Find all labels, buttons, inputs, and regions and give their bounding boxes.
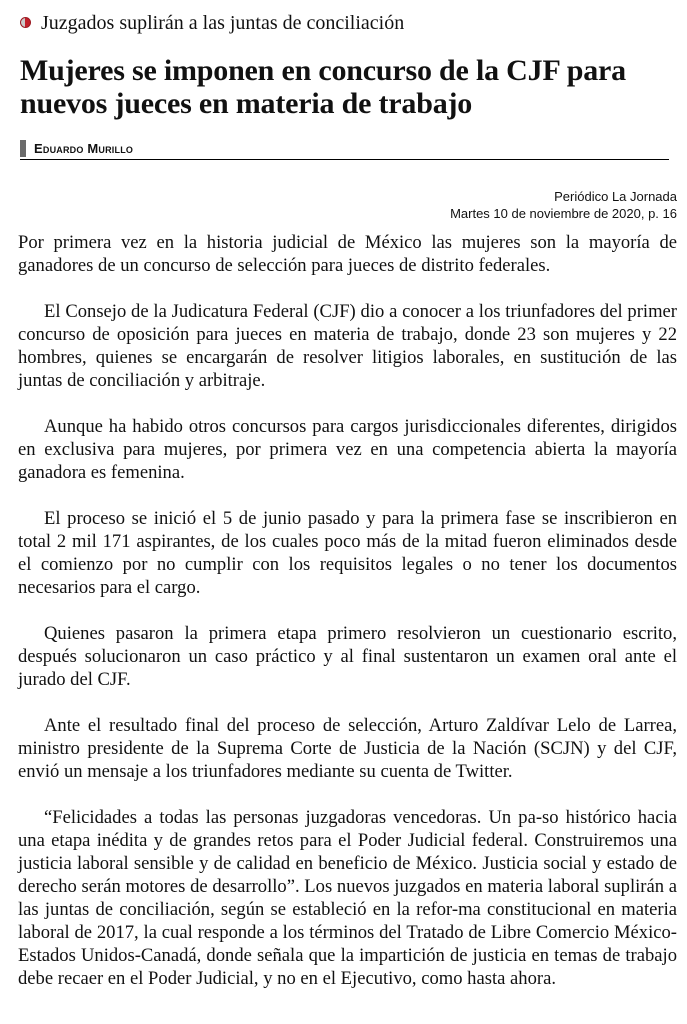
article-body <box>18 231 677 1013</box>
paragraph: El Consejo de la Judicatura Federal (CJF) dio a conocer a los triunfadores del primer concurso de oposición para jueces en materia de trabajo, donde 23 son mujeres y 22 hombres, quienes se encargarán de resolver litigios laborales, en sustitución de las juntas de conciliación y arbitraje. <box>18 301 677 391</box>
source-date-page: Martes 10 de noviembre de 2020, p. 16 <box>450 206 677 221</box>
paragraph: “Felicidades a todas las personas juzgadoras vencedoras. Un pa-so histórico hacia una etapa inédita y de grandes retos para el Poder Judicial federal. Construiremos una justicia laboral sensible y de calidad en beneficio de México. Justicia social y estado de derecho serán motores de desarrollo”. Los nuevos juzgados en materia laboral suplirán a las juntas de conciliación, según se estableció en la refor-ma constitucional en materia laboral de 2017, la cual responde a los términos del Tratado de Libre Comercio México-Estados Unidos-Canadá, donde señala que la impartición de justicia en temas de trabajo debe recaer en el Poder Judicial, y no en el Ejecutivo, como hasta ahora. <box>18 807 677 989</box>
byline <box>20 139 669 160</box>
article-headline: Mujeres se imponen en concurso de la CJF para nuevos jueces en materia de trabajo <box>20 54 626 120</box>
author-name: Eduardo Murillo <box>34 141 134 156</box>
paragraph: Por primera vez en la historia judicial de México las mujeres son la mayoría de ganadores de un concurso de selección para jueces de distrito federales. <box>18 232 677 276</box>
byline-bar <box>20 140 26 157</box>
paragraph: Aunque ha habido otros concursos para cargos jurisdiccionales diferentes, dirigidos en exclusiva para mujeres, por primera vez en una competencia abierta la mayoría ganadora es femenina. <box>18 416 677 483</box>
paragraph: Quienes pasaron la primera etapa primero resolvieron un cuestionario escrito, después solucionaron un caso práctico y al final sustentaron un examen oral ante el jurado del CJF. <box>18 623 677 690</box>
paragraph: El proceso se inició el 5 de junio pasado y para la primera fase se inscribieron en total 2 mil 171 aspirantes, de los cuales poco más de la mitad fueron eliminados desde el comienzo por no cumplir con los requisitos legales o no tener los documentos necesarios para el cargo. <box>18 508 677 598</box>
paragraph: Ante el resultado final del proceso de selección, Arturo Zaldívar Lelo de Larrea, ministro presidente de la Suprema Corte de Justicia de la Nación (SCJN) y del CJF, envió un mensaje a los triunfadores mediante su cuenta de Twitter. <box>18 715 677 782</box>
source-publication: Periódico La Jornada <box>554 189 677 204</box>
article-kicker <box>20 10 404 36</box>
bullet-icon <box>20 17 31 28</box>
source-info <box>450 188 677 222</box>
kicker-text: Juzgados suplirán a las juntas de conciliación <box>41 12 405 34</box>
